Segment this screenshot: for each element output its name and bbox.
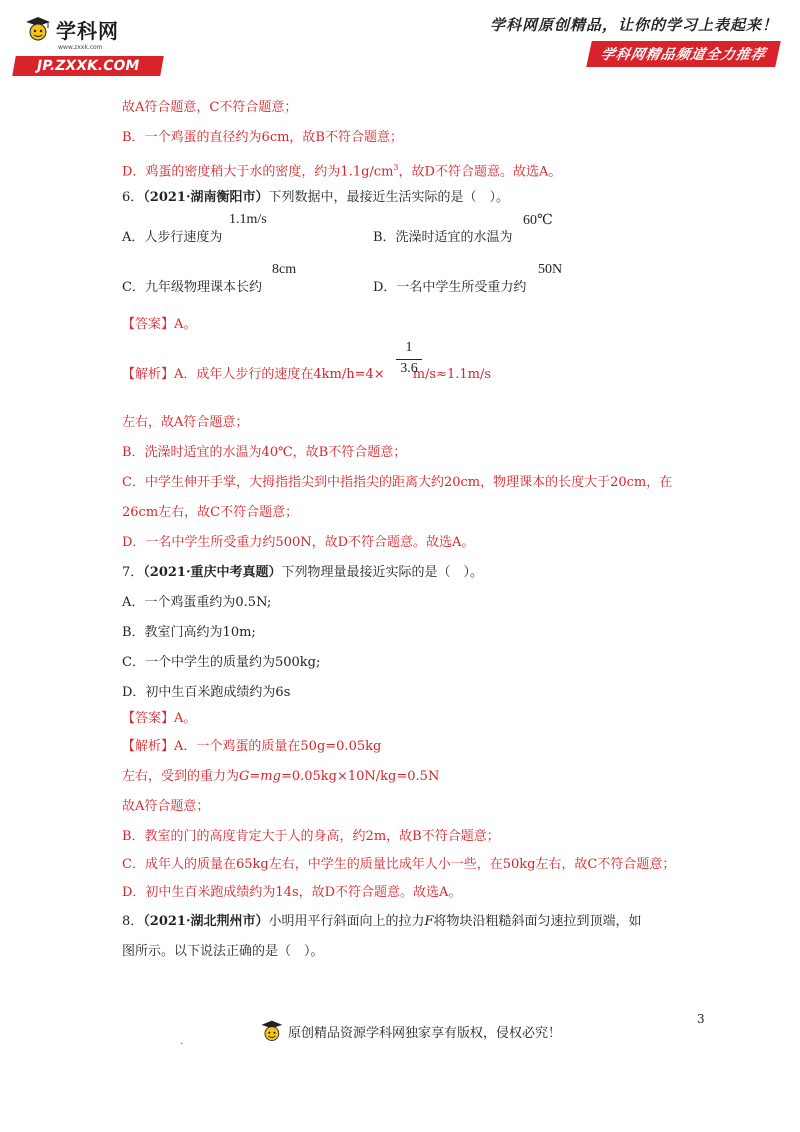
option-b: B．教室门高约为10m; — [122, 625, 256, 640]
answer-line — [122, 710, 196, 728]
analysis-text: A．成年人步行的速度在4km/h=4× — [174, 367, 385, 382]
text-line: C．中学生伸开手掌，大拇指指尖到中指指尖的距离大约20cm，物理课本的长度大于20cm，在 — [122, 475, 673, 490]
question-text: 下列物理量最接近实际的是（ ）。 — [281, 565, 484, 580]
question-8-stem-cont: 图所示。以下说法正确的是（ ）。 — [122, 944, 324, 959]
logo-domain: JP.ZXXK.COM — [12, 56, 164, 76]
option-d: D．初中生百米跑成绩约为6s — [122, 685, 291, 700]
analysis-text: m/s≈1.1m/s — [412, 367, 492, 382]
option-a: A．人步行速度为 — [122, 230, 223, 245]
footer — [258, 1018, 561, 1044]
text-span: ，故D不符合题意。故选A。 — [398, 164, 562, 180]
option-c-value: 8cm — [272, 262, 297, 277]
analysis-line — [122, 366, 491, 384]
text-span: =0.05kg×10N/kg=0.5N — [280, 769, 440, 784]
question-number: 7． — [122, 565, 144, 580]
mascot-icon — [22, 14, 52, 44]
option-a: A．一个鸡蛋重约为0.5N; — [122, 595, 272, 610]
variable: F — [424, 914, 434, 929]
text-line: 故A符合题意，C不符合题意； — [122, 100, 298, 115]
fraction-numerator: 1 — [405, 340, 413, 355]
text-line — [122, 159, 561, 181]
fraction — [396, 340, 422, 377]
question-number: 6． — [122, 190, 144, 205]
text-line: 26cm左右，故C不符合题意； — [122, 505, 299, 520]
analysis-tag: 【解析】 — [122, 367, 175, 382]
analysis-text: A．一个鸡蛋的质量在50g=0.05kg — [174, 739, 382, 754]
option-c: C．九年级物理课本长约 — [122, 280, 262, 295]
question-source: （2021·重庆中考真题） — [143, 565, 282, 580]
option-a-value: 1.1m/s — [229, 212, 267, 227]
question-text: 下列数据中，最接近生活实际的是（ ）。 — [268, 190, 510, 205]
answer-tag: 【答案】 — [122, 711, 175, 726]
text-span: 左右，受到的重力为 — [122, 769, 240, 784]
formula: G=mg — [239, 769, 281, 784]
header-slogan: 学科网原创精品，让你的学习上表起来！ — [489, 16, 778, 34]
option-b: B．洗澡时适宜的水温为 — [373, 230, 513, 245]
text-span: D．鸡蛋的密度稍大于水的密度，约为1.1g/cm — [122, 164, 394, 180]
text-line: B．洗澡时适宜的水温为40℃，故B不符合题意； — [122, 445, 407, 460]
superscript: 3 — [393, 163, 399, 172]
header-banner — [490, 14, 778, 67]
answer-value: A。 — [174, 711, 197, 726]
mascot-icon — [258, 1018, 284, 1044]
option-b-value: 60℃ — [523, 213, 553, 228]
logo-top — [22, 14, 119, 44]
text-line: D．一名中学生所受重力约500N，故D不符合题意。故选A。 — [122, 535, 475, 550]
option-c: C．一个中学生的质量约为500kg; — [122, 655, 321, 670]
fraction-bar — [396, 359, 422, 360]
question-number: 8． — [122, 914, 144, 929]
footer-dot: . — [180, 1036, 184, 1047]
option-d: D．一名中学生所受重力约 — [373, 280, 527, 295]
fraction-denominator: 3.6 — [400, 361, 418, 376]
text-line: 左右，故A符合题意； — [122, 415, 249, 430]
answer-value: A。 — [174, 317, 197, 332]
question-source: （2021·湖北荆州市） — [143, 914, 269, 929]
page-number: 3 — [697, 1012, 705, 1026]
text-line: 故A符合题意； — [122, 799, 210, 814]
question-source: （2021·湖南衡阳市） — [143, 190, 269, 205]
answer-tag: 【答案】 — [122, 317, 175, 332]
text-line: B．一个鸡蛋的直径约为6cm，故B不符合题意； — [122, 130, 403, 145]
text-line: C．成年人的质量在65kg左右，中学生的质量比成年人小一些，在50kg左右，故C不符合题意； — [122, 857, 676, 872]
answer-line — [122, 316, 196, 334]
logo-small-url: www.zxxk.com — [58, 44, 103, 51]
question-text: 小明用平行斜面向上的拉力 — [268, 914, 425, 929]
text-line: B．教室的门的高度肯定大于人的身高，约2m，故B不符合题意； — [122, 829, 500, 844]
analysis-line — [122, 738, 381, 756]
channel-badge[interactable]: 学科网精品频道全力推荐 — [586, 41, 781, 67]
question-7-stem — [122, 564, 483, 582]
logo-name: 学科网 — [56, 18, 119, 43]
text-line — [122, 768, 439, 786]
question-text: 将物块沿粗糙斜面匀速拉到顶端，如 — [433, 914, 642, 929]
zxxk-logo[interactable] — [14, 10, 164, 74]
option-d-value: 50N — [538, 262, 563, 277]
question-8-stem — [122, 913, 642, 931]
text-line: D．初中生百米跑成绩约为14s，故D不符合题意。故选A。 — [122, 885, 462, 900]
analysis-tag: 【解析】 — [122, 739, 175, 754]
copyright-notice: 原创精品资源学科网独家享有版权，侵权必究！ — [288, 1025, 562, 1041]
question-6-stem — [122, 189, 509, 207]
